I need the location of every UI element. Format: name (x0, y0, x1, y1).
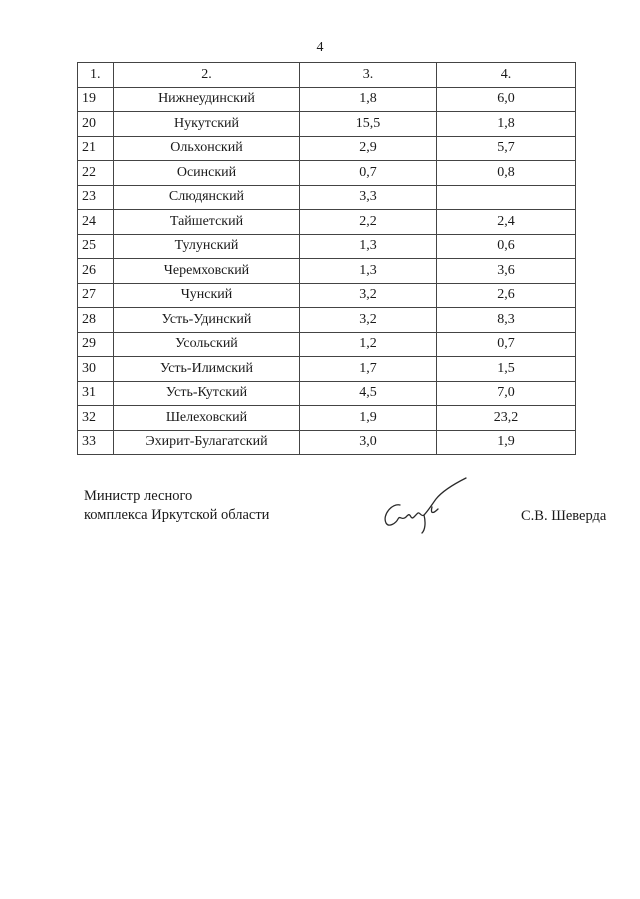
handwritten-signature (378, 475, 473, 535)
value-col4-cell: 1,9 (437, 430, 576, 455)
district-name-cell: Тулунский (114, 234, 300, 259)
table-row (78, 112, 576, 137)
table-row (78, 406, 576, 431)
table-row (78, 308, 576, 333)
value-col4-cell: 0,6 (437, 234, 576, 259)
district-name-cell: Усть-Илимский (114, 357, 300, 382)
district-name-cell: Усть-Удинский (114, 308, 300, 333)
row-number-cell: 29 (78, 332, 114, 357)
value-col4-cell: 6,0 (437, 87, 576, 112)
value-col4-cell: 2,6 (437, 283, 576, 308)
row-number-cell: 30 (78, 357, 114, 382)
district-name-cell: Усольский (114, 332, 300, 357)
header-cell-1: 1. (78, 63, 114, 88)
district-name-cell: Чунский (114, 283, 300, 308)
row-number-cell: 21 (78, 136, 114, 161)
table-row (78, 87, 576, 112)
row-number-cell: 24 (78, 210, 114, 235)
value-col4-cell: 1,5 (437, 357, 576, 382)
district-name-cell: Усть-Кутский (114, 381, 300, 406)
value-col3-cell: 1,2 (300, 332, 437, 357)
value-col4-cell: 23,2 (437, 406, 576, 431)
data-table (77, 62, 576, 455)
row-number-cell: 22 (78, 161, 114, 186)
signatory-name: С.В. Шеверда (521, 508, 607, 524)
value-col3-cell: 3,2 (300, 308, 437, 333)
district-name-cell: Нижнеудинский (114, 87, 300, 112)
district-name-cell: Ольхонский (114, 136, 300, 161)
row-number-cell: 32 (78, 406, 114, 431)
table-row (78, 136, 576, 161)
header-cell-2: 2. (114, 63, 300, 88)
row-number-cell: 20 (78, 112, 114, 137)
table-row (78, 381, 576, 406)
value-col3-cell: 1,7 (300, 357, 437, 382)
row-number-cell: 26 (78, 259, 114, 284)
table-header-row (78, 63, 576, 88)
value-col3-cell: 1,3 (300, 234, 437, 259)
position-line-2: комплекса Иркутской области (84, 507, 270, 523)
table-row (78, 357, 576, 382)
value-col4-cell (437, 185, 576, 210)
row-number-cell: 31 (78, 381, 114, 406)
position-line-1: Министр лесного (84, 488, 193, 504)
district-name-cell: Эхирит-Булагатский (114, 430, 300, 455)
value-col3-cell: 15,5 (300, 112, 437, 137)
value-col4-cell: 5,7 (437, 136, 576, 161)
header-cell-4: 4. (437, 63, 576, 88)
table-row (78, 430, 576, 455)
value-col3-cell: 1,9 (300, 406, 437, 431)
value-col4-cell: 0,8 (437, 161, 576, 186)
table-row (78, 283, 576, 308)
table-row (78, 234, 576, 259)
value-col3-cell: 2,9 (300, 136, 437, 161)
value-col4-cell: 0,7 (437, 332, 576, 357)
signatory-position (84, 487, 269, 525)
district-name-cell: Шелеховский (114, 406, 300, 431)
table-row (78, 185, 576, 210)
value-col4-cell: 8,3 (437, 308, 576, 333)
row-number-cell: 19 (78, 87, 114, 112)
table-row (78, 210, 576, 235)
table-row (78, 332, 576, 357)
row-number-cell: 23 (78, 185, 114, 210)
value-col3-cell: 0,7 (300, 161, 437, 186)
value-col3-cell: 3,0 (300, 430, 437, 455)
table-row (78, 259, 576, 284)
page-number: 4 (316, 40, 324, 55)
value-col3-cell: 1,8 (300, 87, 437, 112)
row-number-cell: 25 (78, 234, 114, 259)
district-name-cell: Нукутский (114, 112, 300, 137)
value-col3-cell: 3,2 (300, 283, 437, 308)
row-number-cell: 27 (78, 283, 114, 308)
value-col4-cell: 2,4 (437, 210, 576, 235)
value-col4-cell: 3,6 (437, 259, 576, 284)
table-row (78, 161, 576, 186)
district-name-cell: Черемховский (114, 259, 300, 284)
district-name-cell: Тайшетский (114, 210, 300, 235)
value-col4-cell: 7,0 (437, 381, 576, 406)
row-number-cell: 33 (78, 430, 114, 455)
header-cell-3: 3. (300, 63, 437, 88)
value-col4-cell: 1,8 (437, 112, 576, 137)
value-col3-cell: 2,2 (300, 210, 437, 235)
district-name-cell: Слюдянский (114, 185, 300, 210)
value-col3-cell: 3,3 (300, 185, 437, 210)
value-col3-cell: 1,3 (300, 259, 437, 284)
value-col3-cell: 4,5 (300, 381, 437, 406)
row-number-cell: 28 (78, 308, 114, 333)
district-name-cell: Осинский (114, 161, 300, 186)
